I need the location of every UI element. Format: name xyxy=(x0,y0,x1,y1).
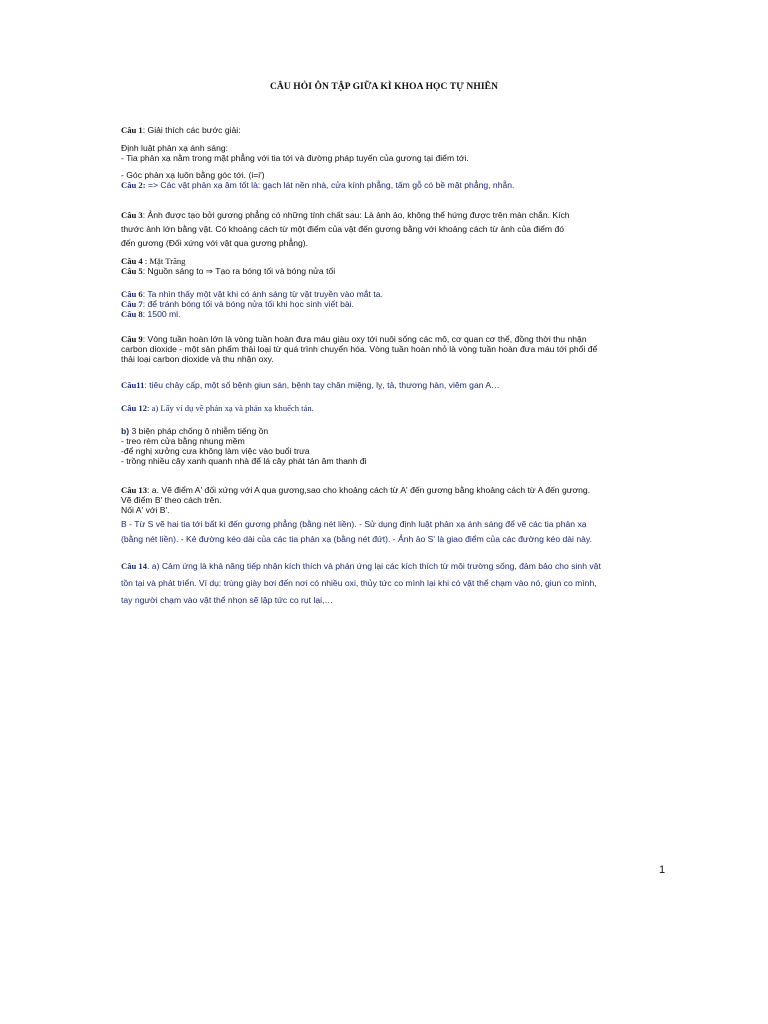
law-point-2: - Góc phản xạ luôn bằng góc tới. (i=i') xyxy=(121,170,265,180)
question-6-label: Câu 6 xyxy=(121,289,143,299)
question-1-law-2 xyxy=(121,171,666,191)
question-9: Câu 9: Vòng tuần hoàn lớn là vòng tuần hoàn đưa máu giàu oxy tới nuôi sống các mô, cơ quan cơ thể, đồng thời thu nhận carbon dioxide - một sản phẩm thải loại từ quá trình chuyển hóa. Vòng tuần hoàn nhỏ là vòng tuần hoàn đưa máu tới phổi để thải loại carbon dioxide và thu nhận oxy. xyxy=(121,334,598,364)
question-13: Câu 13: a. Vẽ điểm A' đối xứng với A qua gương,sao cho khoảng cách từ A' đến gương bằng khoảng cách từ A đến gương. Vẽ điểm B' theo cách trên. Nối A' với B'. xyxy=(121,485,591,515)
question-8-label: Câu 8 xyxy=(121,308,143,319)
document-title: CÂU HỎI ÔN TẬP GIỮA KÌ KHOA HỌC TỰ NHIÊN xyxy=(269,82,499,92)
question-5-label: Câu 5 xyxy=(121,265,143,276)
question-4-5 xyxy=(121,257,666,277)
question-2-text: => Các vật phản xạ âm tốt là: gạch lát nền nhà, cửa kính phẳng, tấm gỗ có bề mặt phẳng, nhẵn. xyxy=(145,179,515,190)
question-14: Câu 14. a) Cảm ứng là khả năng tiếp nhận kích thích và phản ứng lại các kích thích từ môi trường sống, đảm bảo cho sinh vật tồn tại và phát triển. Ví dụ: trùng giày bơi đến nơi có nhiều oxi, thủy tức co mình lại khi có vật thể chạm vào nó, giun co mình, tay người chạm vào vật thể nhọn sẽ lập tức co rụt lại,… xyxy=(121,561,601,605)
question-12 xyxy=(121,404,666,414)
question-5-text: : Nguồn sáng to ⇒ Tạo ra bóng tối và bóng nửa tối xyxy=(142,265,336,276)
question-4-label: Câu 4 xyxy=(121,256,143,266)
law-point-1: - Tia phản xạ nằm trong mặt phẳng với tia tới và đường pháp tuyến của gương tại điểm tới. xyxy=(121,152,469,163)
question-11-label: Câu11 xyxy=(121,380,145,390)
page-number: 1 xyxy=(659,864,666,876)
question-13-label: Câu 13 xyxy=(121,485,148,495)
question-12-part-b: b) 3 biện pháp chống ô nhiễm tiếng ồn - treo rèm cửa bằng nhung mềm -để nghị xưởng cưa không làm việc vào buổi trưa - trồng nhiều cây xanh quanh nhà để lá cây phát tán âm thanh đi xyxy=(121,426,367,466)
question-11-text: : tiêu chảy cấp, một số bệnh giun sán, bệnh tay chân miệng, lỵ, tả, thương hàn, viêm gan A… xyxy=(144,380,500,390)
question-6-text: : Ta nhìn thấy một vật khi có ánh sáng từ vật truyền vào mắt ta. xyxy=(142,289,383,299)
question-12-label: Câu 12 xyxy=(121,403,148,413)
question-11 xyxy=(121,381,666,391)
question-1-intro: Giải thích các bước giải: xyxy=(147,125,241,135)
question-12-part-a: : a) Lấy ví dụ về phản xạ và phản xạ khuếch tán. xyxy=(147,403,314,413)
question-7-text: : để tránh bóng tối và bóng nửa tối khi học sinh viết bài. xyxy=(142,298,354,309)
question-7-label: Câu 7 xyxy=(121,298,143,309)
law-title: Định luật phản xạ ánh sáng: xyxy=(121,143,229,153)
question-4-text: : Mặt Trăng xyxy=(142,256,186,266)
question-13-part-b: B - Từ S vẽ hai tia tới bất kì đến gương phẳng (bằng nét liền). - Sử dụng định luật phản xạ ánh sáng để vẽ các tia phản xạ (bằng nét liền). - Kẻ đường kéo dài của các tia phản xạ (bằng nét đứt). - Ảnh ảo S' là giao điểm của các đường kéo dài này. xyxy=(121,519,592,545)
question-6-8 xyxy=(121,290,666,320)
question-3: Câu 3: Ảnh được tạo bởi gương phẳng có những tính chất sau: Là ảnh ảo, không thể hứng được trên màn chắn. Kích thước ảnh lớn bằng vật. Có khoảng cách từ một điểm của vật đến gương bằng với khoảng cách từ ảnh của điểm đó đến gương (Đối xứng với vật qua gương phẳng). xyxy=(121,210,570,248)
question-1: Câu 1: Giải thích các bước giải: xyxy=(121,125,241,135)
question-1-law xyxy=(121,144,666,164)
question-2-label: Câu 2: xyxy=(121,179,146,190)
question-8-text: : 1500 ml. xyxy=(142,308,181,319)
question-9-label: Câu 9 xyxy=(121,334,143,344)
question-1-label: Câu 1 xyxy=(121,125,143,135)
question-14-label: Câu 14 xyxy=(121,561,148,571)
question-3-label: Câu 3 xyxy=(121,210,143,220)
